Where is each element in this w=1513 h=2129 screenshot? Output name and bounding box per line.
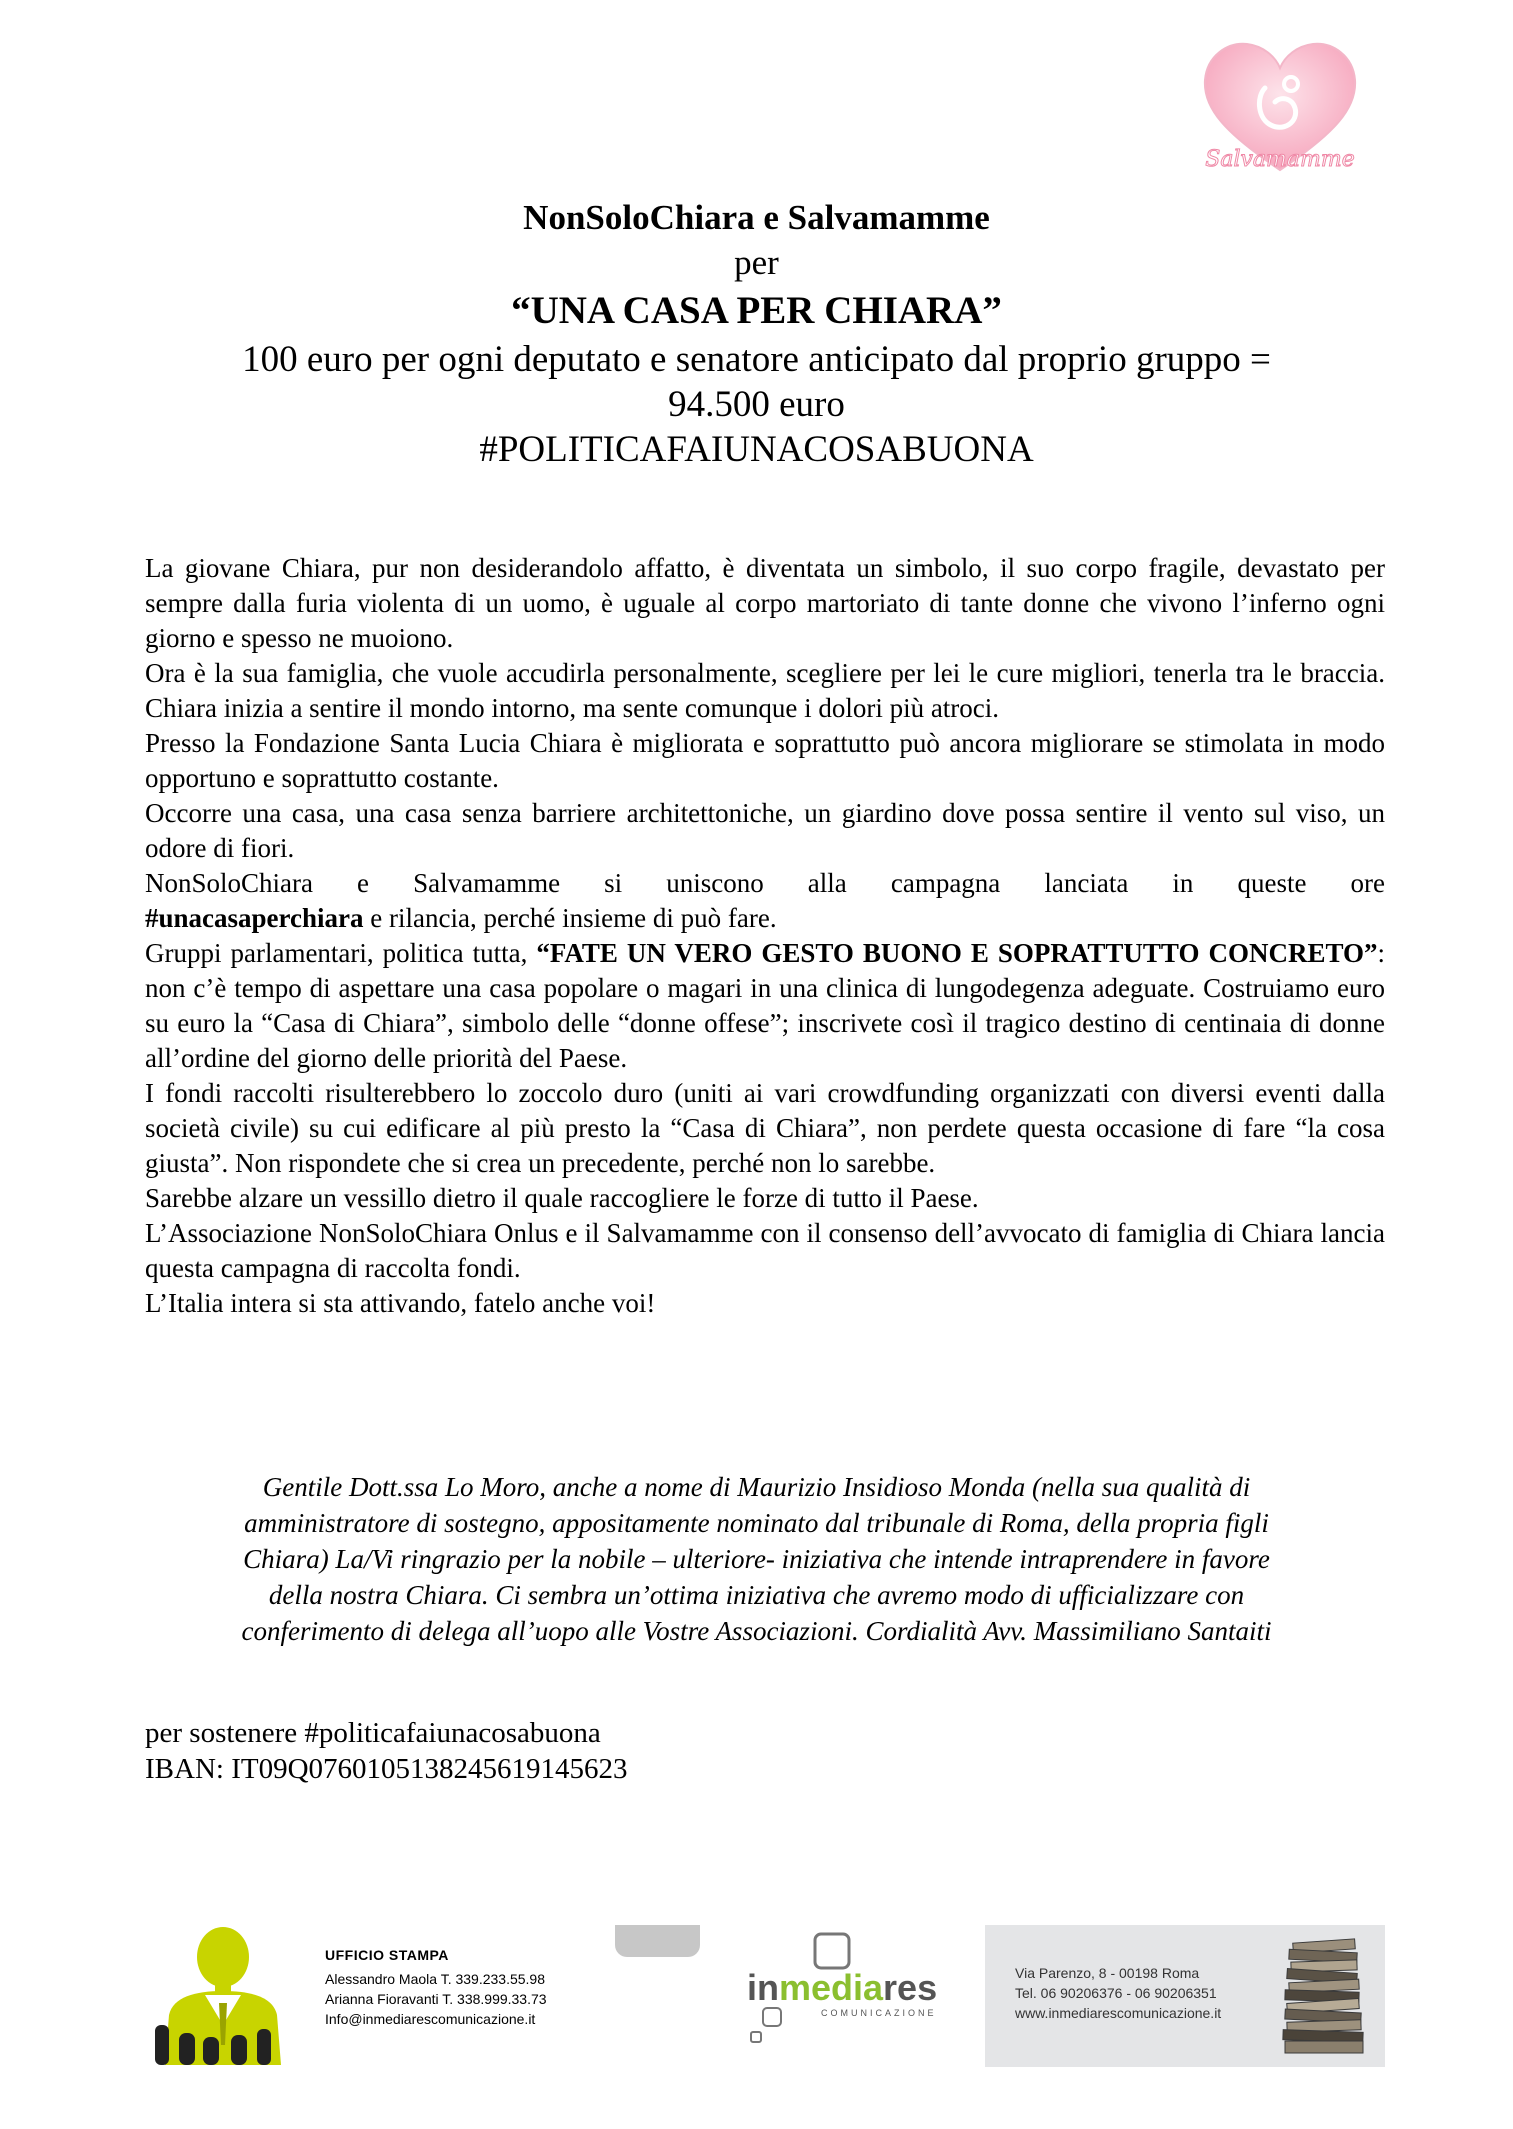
logo-text: Salvamamme [1205, 147, 1355, 172]
press-office-title: UFFICIO STAMPA [325, 1947, 449, 1963]
brand-subtitle: COMUNICAZIONE [821, 2008, 937, 2018]
paper-stack-icon [1275, 1933, 1375, 2061]
support-info [145, 1715, 628, 1787]
contact-line: Arianna Fioravanti T. 338.999.33.73 [325, 1991, 547, 2007]
paragraph [145, 901, 1385, 936]
quote-line: amministratore di sostegno, appositamente nominato dal tribunale di Roma, della propria figli [244, 1508, 1269, 1538]
bold-appeal: “FATE UN VERO GESTO BUONO E SOPRATTUTTO CONCRETO” [536, 938, 1378, 968]
contact-line: Alessandro Maola T. 339.233.55.98 [325, 1971, 546, 1987]
address-lines [1015, 1963, 1255, 2023]
paragraph-text: Gruppi parlamentari, politica tutta, [145, 938, 537, 968]
quote-line: Chiara) La/Vi ringrazio per la nobile – ulteriore- iniziativa che intende intraprendere in favore [243, 1544, 1270, 1574]
brand-part-media: media [779, 1967, 884, 2008]
press-silhouette-icon [145, 1925, 295, 2065]
title-line-2: per [734, 243, 779, 282]
quote-line: conferimento di delega all’uopo alle Vostre Associazioni. Cordialità Avv. Massimiliano Santaiti [241, 1616, 1272, 1646]
paragraph [145, 866, 1385, 901]
paragraph [145, 936, 1385, 1076]
paragraph: I fondi raccolti risulterebbero lo zoccolo duro (uniti ai vari crowdfunding organizzati con diversi eventi dalla società civile) su cui edificare al più presto la “Casa di Chiara”, non perdete questa occasione di fare “la cosa giusta”. Non rispondete che si crea un precedente, perché non lo sarebbe. [145, 1078, 1385, 1178]
title-amount: 94.500 euro [668, 384, 845, 425]
paragraph-text: e rilancia, perché insieme di può fare. [363, 903, 777, 933]
heart-logo-icon [1195, 38, 1365, 178]
paragraph: Ora è la sua famiglia, che vuole accudirla personalmente, scegliere per lei le cure migliori, tenerla tra le braccia. Chiara inizia a sentire il mondo intorno, ma sente comunque i dolori più atroci. [145, 658, 1385, 723]
paragraph: Presso la Fondazione Santa Lucia Chiara è migliorata e soprattutto può ancora migliorare se stimolata in modo opportuno e soprattutto costante. [145, 728, 1385, 793]
hashtag-text: #unacasaperchiara [145, 903, 364, 933]
salvamamme-logo [1195, 38, 1365, 178]
footer-address-box [985, 1925, 1385, 2067]
paragraph-text: : non c’è tempo di aspettare una casa popolare o magari in una clinica di lungodegenza adeguate. Costruiamo euro su euro la “Casa di Chiara”, simbolo delle “donne offese”; inscrivete così il tragico destino di centinaia di donne all’ordine del giorno delle priorità del Paese. [145, 938, 1385, 1073]
support-hashtag: per sostenere #politicafaiunacosabuona [145, 1717, 601, 1749]
title-line-1: NonSoloChiara e Salvamamme [523, 198, 990, 237]
paragraph: L’Associazione NonSoloChiara Onlus e il Salvamamme con il consenso dell’avvocato di famiglia di Chiara lancia questa campagna di raccolta fondi. [145, 1218, 1385, 1283]
decorative-tab [615, 1925, 700, 1957]
quote-line: della nostra Chiara. Ci sembra un’ottima iniziativa che avremo modo di ufficializzare con [268, 1580, 1245, 1610]
inmediares-logo [745, 1930, 965, 2070]
paragraph: Sarebbe alzare un vessillo dietro il quale raccogliere le forze di tutto il Paese. [145, 1183, 979, 1213]
body-text [145, 551, 1385, 1321]
paragraph-text: NonSoloChiara e Salvamamme si uniscono alla campagna lanciata in queste ore [145, 868, 1385, 898]
paragraph: La giovane Chiara, pur non desiderandolo affatto, è diventata un simbolo, il suo corpo fragile, devastato per sempre dalla furia violenta di un uomo, è uguale al corpo martoriato di tante donne che vivono l’inferno ogni giorno e spesso ne muoiono. [145, 553, 1385, 653]
iban: IBAN: IT09Q0760105138245619145623 [145, 1753, 628, 1785]
address: Via Parenzo, 8 - 00198 Roma [1015, 1965, 1200, 1981]
title-subline: 100 euro per ogni deputato e senatore anticipato dal proprio gruppo = [242, 339, 1271, 380]
title-campaign: “UNA CASA PER CHIARA” [511, 289, 1002, 332]
title-block [150, 195, 1363, 472]
press-contacts [325, 1945, 595, 2029]
paragraph: L’Italia intera si sta attivando, fatelo anche voi! [145, 1288, 656, 1318]
title-hashtag: #POLITICAFAIUNACOSABUONA [479, 429, 1034, 470]
phone: Tel. 06 90206376 - 06 90206351 [1015, 1985, 1217, 2001]
contact-email: Info@inmediarescomunicazione.it [325, 2011, 536, 2027]
svg-text:inmediares [747, 1967, 937, 2008]
quote-line: Gentile Dott.ssa Lo Moro, anche a nome di Maurizio Insidioso Monda (nella sua qualità di [262, 1472, 1251, 1502]
paragraph: Occorre una casa, una casa senza barriere architettoniche, un giardino dove possa sentire il vento sul viso, un odore di fiori. [145, 798, 1385, 863]
inmediares-squares-icon [745, 1930, 965, 2070]
brand-part-in: in [747, 1967, 779, 2008]
footer-press-office [145, 1925, 585, 2065]
lawyer-quote [150, 1469, 1363, 1649]
brand-part-res: res [883, 1967, 938, 2008]
website: www.inmediarescomunicazione.it [1015, 2005, 1222, 2021]
